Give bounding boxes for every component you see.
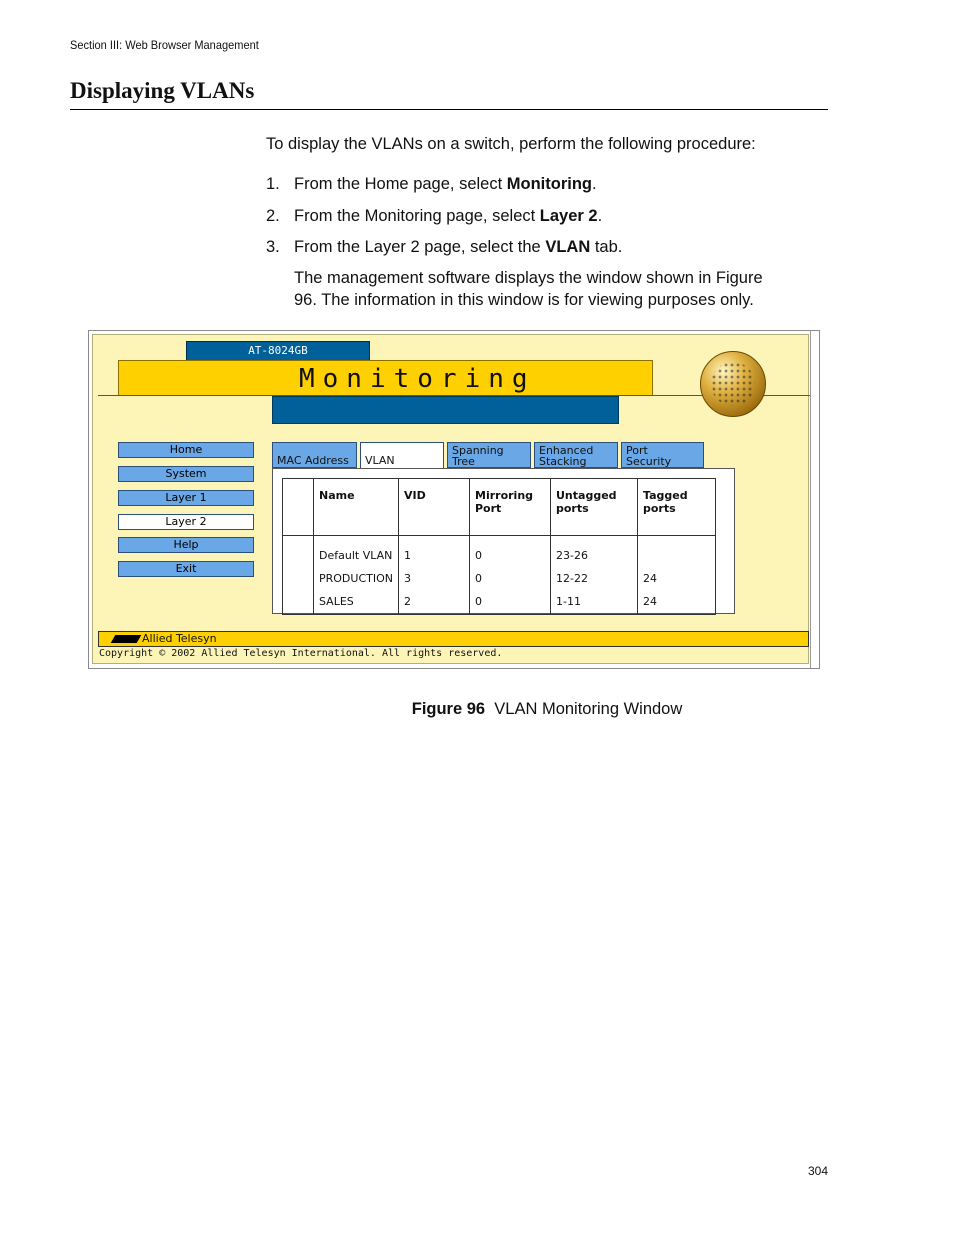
page-number: 304 — [807, 1164, 828, 1178]
vlan-tab-panel — [272, 468, 735, 614]
col-name: Name — [314, 479, 399, 536]
name-cell: Default VLAN PRODUCTION SALES — [314, 536, 399, 615]
nav-home-button[interactable]: Home — [118, 442, 254, 458]
tab-vlan[interactable]: VLAN — [360, 442, 444, 469]
col-untagged-ports: Untagged ports — [551, 479, 638, 536]
nav-layer1-button[interactable]: Layer 1 — [118, 490, 254, 506]
table-corner — [283, 479, 314, 536]
row-marker-cell — [283, 536, 314, 615]
nav-system-button[interactable]: System — [118, 466, 254, 482]
window-scroll-edge[interactable] — [810, 331, 819, 668]
title-rule — [70, 109, 828, 110]
col-vid: VID — [399, 479, 470, 536]
monitoring-banner: Monitoring — [118, 360, 653, 396]
section-header: Section III: Web Browser Management — [70, 38, 259, 52]
figure-caption: Figure 96 VLAN Monitoring Window — [411, 700, 683, 718]
vlan-monitoring-screenshot — [88, 330, 820, 669]
col-tagged-ports: Tagged ports — [638, 479, 716, 536]
vlan-table — [282, 478, 716, 615]
globe-logo-icon — [700, 351, 766, 417]
tab-mac-address[interactable]: MAC Address — [272, 442, 357, 468]
step-3: 3. From the Layer 2 page, select the VLAN tab. — [266, 238, 623, 256]
mirroring-cell: 0 0 0 — [470, 536, 551, 615]
step-2: 2. From the Monitoring page, select Layer 2. — [266, 207, 603, 225]
page-title: Displaying VLANs — [70, 78, 255, 103]
tab-spanning-tree[interactable]: Spanning Tree — [447, 442, 531, 468]
copyright-text: Copyright © 2002 Allied Telesyn International. All rights reserved. — [99, 648, 503, 659]
status-bar — [272, 396, 619, 424]
tab-port-security[interactable]: Port Security — [621, 442, 704, 468]
nav-help-button[interactable]: Help — [118, 537, 254, 553]
brand-bar: Allied Telesyn — [98, 631, 809, 647]
monitoring-window — [92, 334, 809, 664]
untagged-cell: 23-26 12-22 1-11 — [551, 536, 638, 615]
tab-enhanced-stacking[interactable]: Enhanced Stacking — [534, 442, 618, 468]
col-mirroring-port: Mirroring Port — [470, 479, 551, 536]
vid-cell: 1 3 2 — [399, 536, 470, 615]
intro-text: To display the VLANs on a switch, perform the following procedure: — [266, 135, 756, 153]
note-text: The management software displays the window shown in Figure 96. The information in this window is for viewing purposes only. — [294, 269, 763, 309]
nav-layer2-button[interactable]: Layer 2 — [118, 514, 254, 530]
model-tab: AT-8024GB — [186, 341, 370, 361]
step-1: 1. From the Home page, select Monitoring. — [266, 175, 597, 193]
nav-exit-button[interactable]: Exit — [118, 561, 254, 577]
allied-telesyn-logo-icon — [111, 635, 142, 643]
tagged-cell: 24 24 — [638, 536, 716, 615]
